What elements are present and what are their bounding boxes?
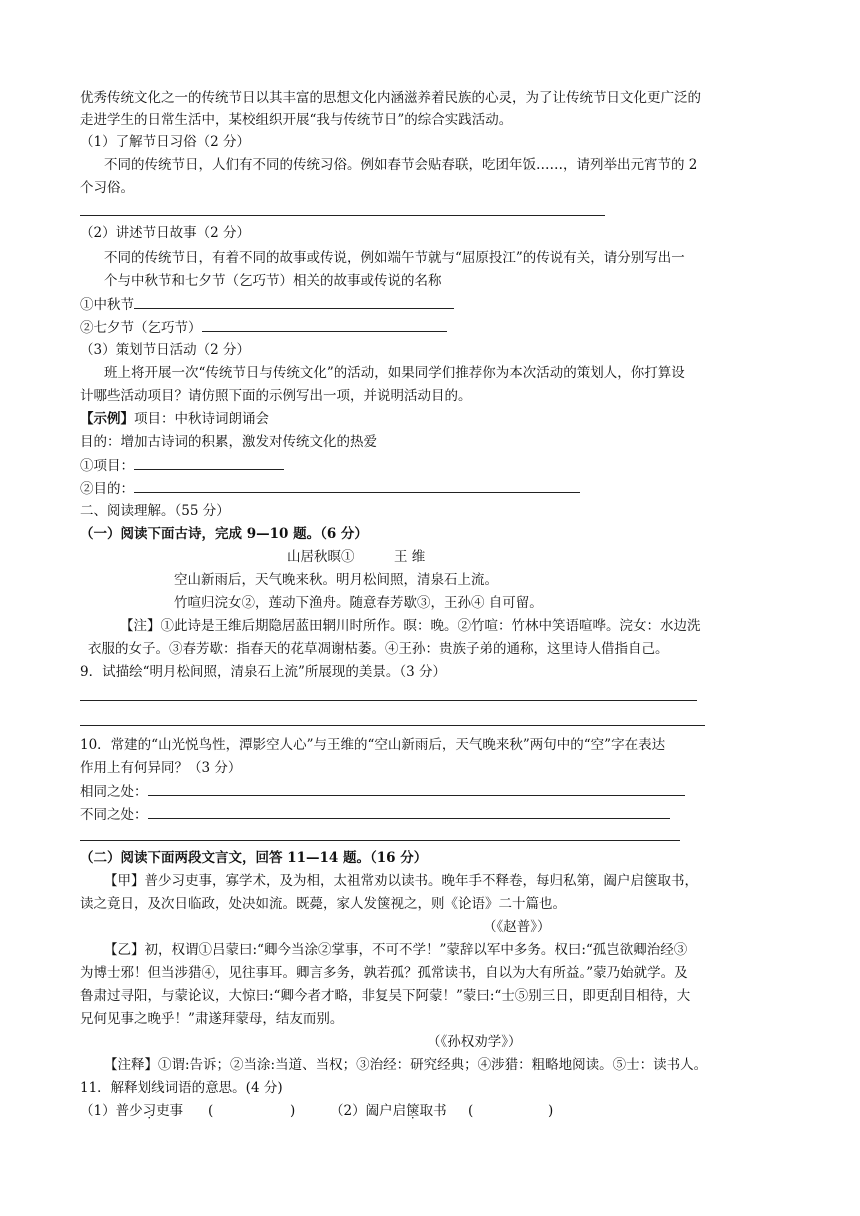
- q3-answer-goal-blank[interactable]: [134, 478, 580, 493]
- q9-text: 9．试描绘“明月松间照，清泉石上流”所展现的美景。（3 分）: [80, 664, 447, 680]
- q3-answer-goal-label: ②目的：: [80, 481, 134, 497]
- prose-heading: （二）阅读下面两段文言文，回答 11—14 题。（16 分）: [80, 850, 428, 866]
- prose-yi-1: 【乙】初，权谓①吕蒙曰:“卿今当涂②掌事，不可不学！”蒙辞以军中多务。权曰:“孤岂欲卿治经③: [104, 942, 688, 958]
- q11-item-1-paren-open: (: [208, 1103, 214, 1119]
- q11-item-2-answer-field[interactable]: [474, 1101, 546, 1119]
- q3-answer-item-label: ①项目：: [80, 458, 134, 474]
- prose-jia-2: 读之竟日，及次日临政，处决如流。既薨，家人发箧视之，则《论语》二十篇也。: [80, 896, 566, 912]
- poem-heading: （一）阅读下面古诗，完成 9—10 题。（6 分）: [80, 526, 368, 542]
- q2-title: （2）讲述节日故事（2 分）: [80, 225, 250, 241]
- q3-example-goal: 目的：增加古诗词的积累，激发对传统文化的热爱: [80, 434, 377, 450]
- intro-line-2: 走进学生的日常生活中，某校组织开展“我与传统节日”的综合实践活动。: [80, 112, 513, 128]
- poem-line-2: 竹喧归浣女②，莲动下渔舟。随意春芳歇③，王孙④ 自可留。: [174, 595, 543, 611]
- q2-text-1: 不同的传统节日，有着不同的故事或传说，例如端午节就与“屈原投江”的传说有关，请分别写出一: [104, 250, 685, 266]
- poem-note-1: 【注】①此诗是王维后期隐居蓝田辋川时所作。暝：晚。②竹喧：竹林中笑语喧哗。浣女：水边洗: [120, 618, 701, 634]
- q3-example-item: 项目：中秋诗词朗诵会: [134, 411, 269, 427]
- prose-jia-source: （《赵普》）: [483, 919, 551, 935]
- prose-yi-source: （《孙权劝学》）: [427, 1034, 522, 1050]
- q9-answer-line-1[interactable]: [80, 700, 697, 701]
- prose-yi-3: 鲁肃过寻阳，与蒙论议，大惊曰:“卿今者才略，非复吴下阿蒙！”蒙曰:“士⑤别三日，即更刮目相待，大: [80, 988, 691, 1004]
- poem-note-2: 衣服的女子。③春芳歇：指春天的花草凋谢枯萎。④王孙：贵族子弟的通称，这里诗人借指自己。: [88, 641, 669, 657]
- poem-title: 山居秋暝①: [287, 549, 355, 565]
- q2-item-1-label: ①中秋节: [80, 297, 134, 313]
- q10-answer-line[interactable]: [80, 840, 680, 841]
- intro-line-1: 优秀传统文化之一的传统节日以其丰富的思想文化内涵滋养着民族的心灵，为了让传统节日文化更广泛的: [80, 90, 701, 106]
- q2-item-2-blank[interactable]: [202, 317, 447, 332]
- q1-text-1: 不同的传统节日，人们有不同的传统习俗。例如春节会贴春联，吃团年饭……，请列举出元宵节的 2: [104, 157, 698, 173]
- q11-item-1-pre: （1）普少: [80, 1103, 143, 1119]
- prose-yi-4: 兄何见事之晚乎！”肃遂拜蒙母，结友而别。: [80, 1011, 344, 1027]
- q10-same-blank[interactable]: [148, 781, 685, 796]
- poem-line-1: 空山新雨后，天气晚来秋。明月松间照，清泉石上流。: [174, 572, 498, 588]
- q11-text: 11．解释划线词语的意思。(4 分): [80, 1080, 283, 1096]
- q1-answer-line[interactable]: [80, 215, 605, 216]
- q3-answer-item-blank[interactable]: [134, 455, 284, 470]
- q3-example-label: 【示例】: [80, 411, 134, 427]
- q3-answer-goal-row: [80, 478, 580, 499]
- q11-item-1: [80, 1101, 183, 1121]
- q10-diff-row: [80, 804, 670, 825]
- q11-item-1-answer-field[interactable]: [212, 1101, 290, 1119]
- q2-item-2-row: [80, 317, 447, 338]
- q11-item-1-paren-close: ): [290, 1103, 296, 1119]
- section-2-title: 二、阅读理解。（55 分）: [80, 503, 230, 519]
- prose-yi-2: 为博士邪！但当涉猎④，见往事耳。卿言多务，孰若孤？孤常读书，自以为大有所益。”蒙乃始就学。及: [80, 965, 688, 981]
- q11-item-2-paren-open: (: [468, 1103, 474, 1119]
- q10-diff-blank[interactable]: [148, 804, 670, 819]
- q10-same-row: [80, 781, 685, 802]
- prose-jia-1: 【甲】普少习吏事，寡学术，及为相，太祖常劝以读书。晚年手不释卷，每归私第，阖户启箧取书，: [104, 873, 698, 889]
- q11-item-2-pre: （2）阖户启: [330, 1103, 407, 1119]
- q11-item-1-key: 习: [142, 1103, 157, 1119]
- q10-diff-label: 不同之处：: [80, 807, 148, 823]
- q11-item-2-post: 取书: [419, 1103, 447, 1119]
- q3-text-2: 计哪些活动项目？请仿照下面的示例写出一项，并说明活动目的。: [80, 388, 472, 404]
- q1-text-2: 个习俗。: [80, 180, 134, 196]
- q10-text-2: 作用上有何异同？（3 分）: [80, 760, 242, 776]
- q3-text-1: 班上将开展一次“传统节日与传统文化”的活动，如果同学们推荐你为本次活动的策划人，你打算设: [104, 365, 685, 381]
- q3-answer-item-row: [80, 455, 284, 476]
- prose-notes: 【注释】①谓:告诉；②当涂:当道、当权；③治经：研究经典；④涉猎：粗略地阅读。⑤士：读书人。: [104, 1057, 708, 1073]
- q2-item-1-row: [80, 294, 454, 315]
- q11-item-2-key: 箧: [406, 1103, 420, 1119]
- q11-item-2: [330, 1101, 447, 1121]
- q10-text-1: 10．常建的“山光悦鸟性，潭影空人心”与王维的“空山新雨后，天气晚来秋”两句中的“空”字在表达: [80, 737, 666, 753]
- q1-title: （1）了解节日习俗（2 分）: [80, 134, 250, 150]
- q2-text-2: 个与中秋节和七夕节（乞巧节）相关的故事或传说的名称: [104, 273, 442, 289]
- poem-author: 王 维: [394, 549, 426, 565]
- q3-example-row: [80, 409, 269, 429]
- q2-item-2-label: ②七夕节（乞巧节）: [80, 320, 202, 336]
- q11-item-1-post: 吏事: [156, 1103, 184, 1119]
- q3-title: （3）策划节日活动（2 分）: [80, 342, 250, 358]
- q2-item-1-blank[interactable]: [134, 294, 454, 309]
- q9-answer-line-2[interactable]: [80, 725, 705, 726]
- q10-same-label: 相同之处：: [80, 784, 148, 800]
- q11-item-2-paren-close: ): [548, 1103, 554, 1119]
